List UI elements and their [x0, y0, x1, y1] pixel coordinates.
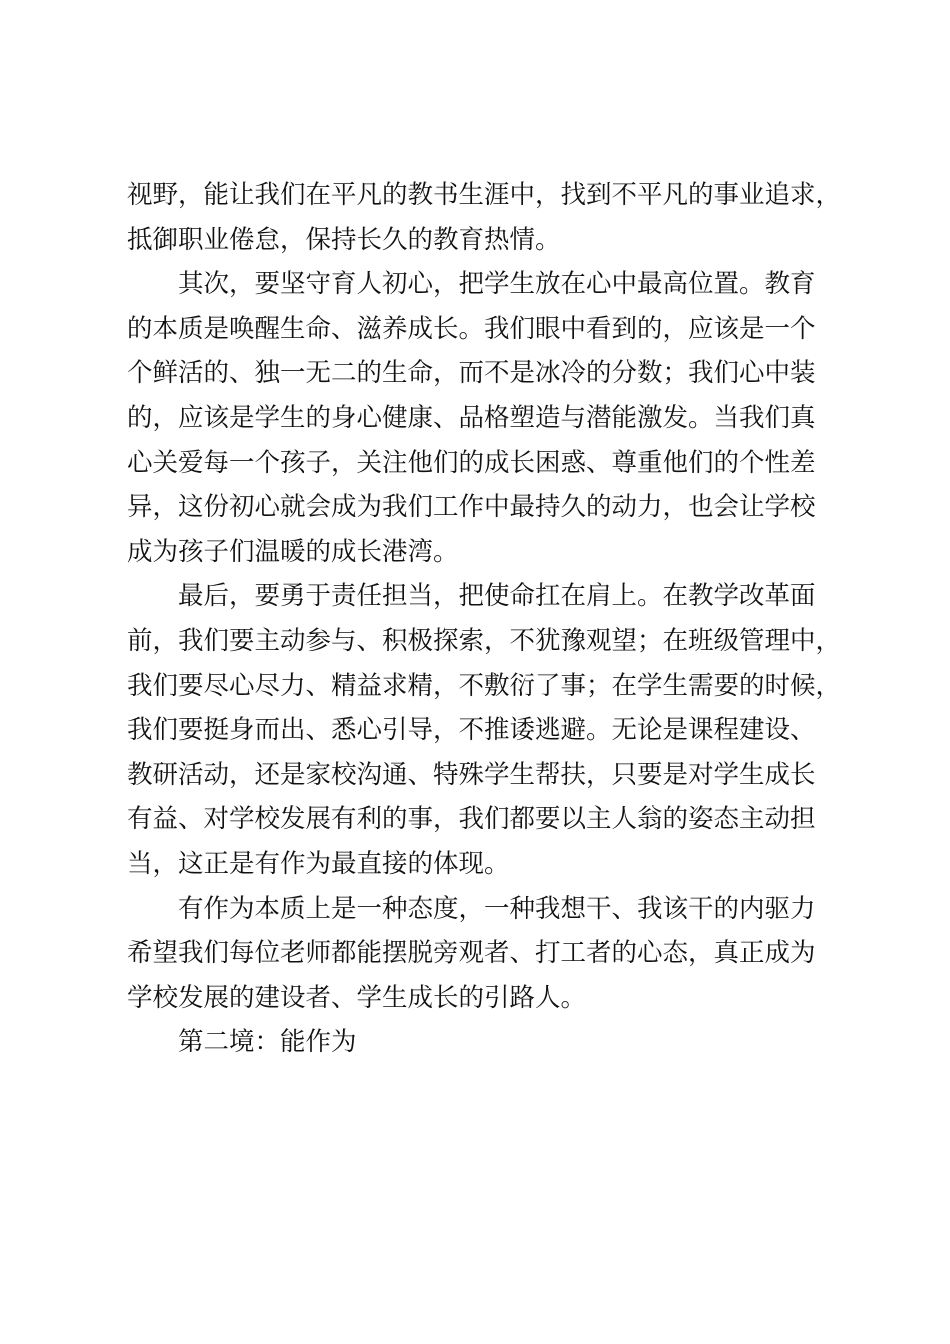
text-line: 教研活动，还是家校沟通、特殊学生帮扶，只要是对学生成长: [127, 759, 816, 790]
paragraph-start-line: 有作为本质上是一种态度，一种我想干、我该干的内驱力: [178, 893, 816, 924]
text-line: 我们要尽心尽力、精益求精，不敷衍了事；在学生需要的时候，: [127, 670, 842, 701]
paragraph-start-line: 最后，要勇于责任担当，把使命扛在肩上。在教学改革面: [178, 581, 816, 612]
text-line: 异，这份初心就会成为我们工作中最持久的动力，也会让学校: [127, 492, 816, 523]
text-line: 个鲜活的、独一无二的生命，而不是冰冷的分数；我们心中装: [127, 358, 816, 389]
section-heading: 第二境：能作为: [178, 1027, 357, 1058]
text-line: 当，这正是有作为最直接的体现。: [127, 848, 510, 879]
text-line: 学校发展的建设者、学生成长的引路人。: [127, 982, 587, 1013]
text-line: 成为孩子们温暖的成长港湾。: [127, 536, 459, 567]
text-line: 的，应该是学生的身心健康、品格塑造与潜能激发。当我们真: [127, 402, 816, 433]
text-line: 视野，能让我们在平凡的教书生涯中，找到不平凡的事业追求，: [127, 180, 842, 210]
text-body: [127, 173, 857, 1065]
text-line: 心关爱每一个孩子，关注他们的成长困惑、尊重他们的个性差: [127, 447, 816, 478]
text-line: 的本质是唤醒生命、滋养成长。我们眼中看到的，应该是一个: [127, 313, 816, 344]
paragraph-start-line: 其次，要坚守育人初心，把学生放在心中最高位置。教育: [178, 269, 816, 300]
text-line: 我们要挺身而出、悉心引导，不推诿逃避。无论是课程建设、: [127, 715, 816, 746]
text-line: 希望我们每位老师都能摆脱旁观者、打工者的心态，真正成为: [127, 938, 816, 969]
text-line: 前，我们要主动参与、积极探索，不犹豫观望；在班级管理中，: [127, 625, 842, 656]
text-line: 有益、对学校发展有利的事，我们都要以主人翁的姿态主动担: [127, 804, 816, 835]
text-line: 抵御职业倦怠，保持长久的教育热情。: [127, 224, 561, 255]
